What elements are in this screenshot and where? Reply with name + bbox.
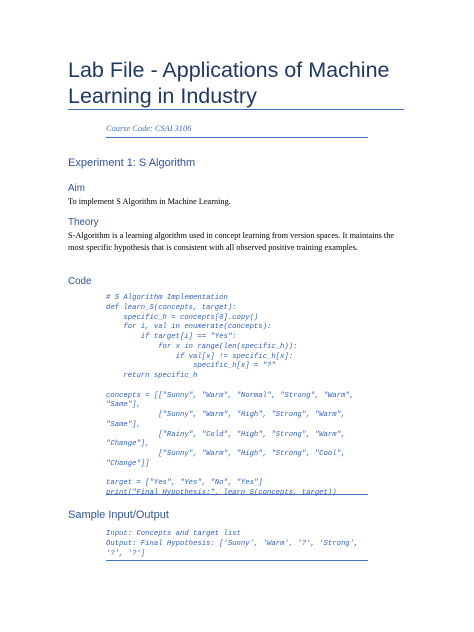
- aim-text: To implement S Algorithm in Machine Learning.: [68, 197, 231, 206]
- theory-heading: Theory: [68, 217, 99, 228]
- sample-io-block: Input: Concepts and target list Output: Final Hypothesis: ['Sunny', 'Warm', '?', 'Strong', '?', '?']: [106, 530, 359, 558]
- sample-io-divider: [106, 560, 368, 561]
- course-code: Course Code: CSAI 3106: [106, 124, 192, 133]
- course-code-divider: [106, 137, 368, 138]
- theory-text: S-Algorithm is a learning algorithm used in concept learning from version spaces. It maintains the most specific hypothesis that is consistent with all observed positive training examples.: [68, 231, 395, 253]
- aim-heading: Aim: [68, 183, 85, 194]
- experiment-heading: Experiment 1: S Algorithm: [68, 157, 196, 169]
- code-block: # S Algorithm Implementation def learn_S(concepts, target): specific_h = concepts[0].copy() for i, val in enumerate(concepts): if target[i] == "Yes": for x in range(len(specific_h)): if val[x] != specific_h[x]: specific_h[x] = "?" return specific_h concepts = [["Sunny", "Warm", "Normal", "Strong", "Warm", "Same"], ["Sunny", "Warm", "High", "Strong", "Warm", "Same"], ["Rainy", "Cold", "High", "Strong", "Warm", "Change"], ["Sunny", "Warm", "High", "Strong", "Cool", "Change"]] target = ["Yes", "Yes", "No", "Yes"] print("Final Hypothesis:", learn_S(concepts, target)): [106, 294, 354, 497]
- title-divider: [68, 109, 404, 110]
- code-heading: Code: [68, 276, 92, 287]
- code-divider: [106, 494, 368, 495]
- sample-io-heading: Sample Input/Output: [68, 509, 169, 521]
- document-title: Lab File - Applications of Machine Learning in Industry: [68, 58, 390, 108]
